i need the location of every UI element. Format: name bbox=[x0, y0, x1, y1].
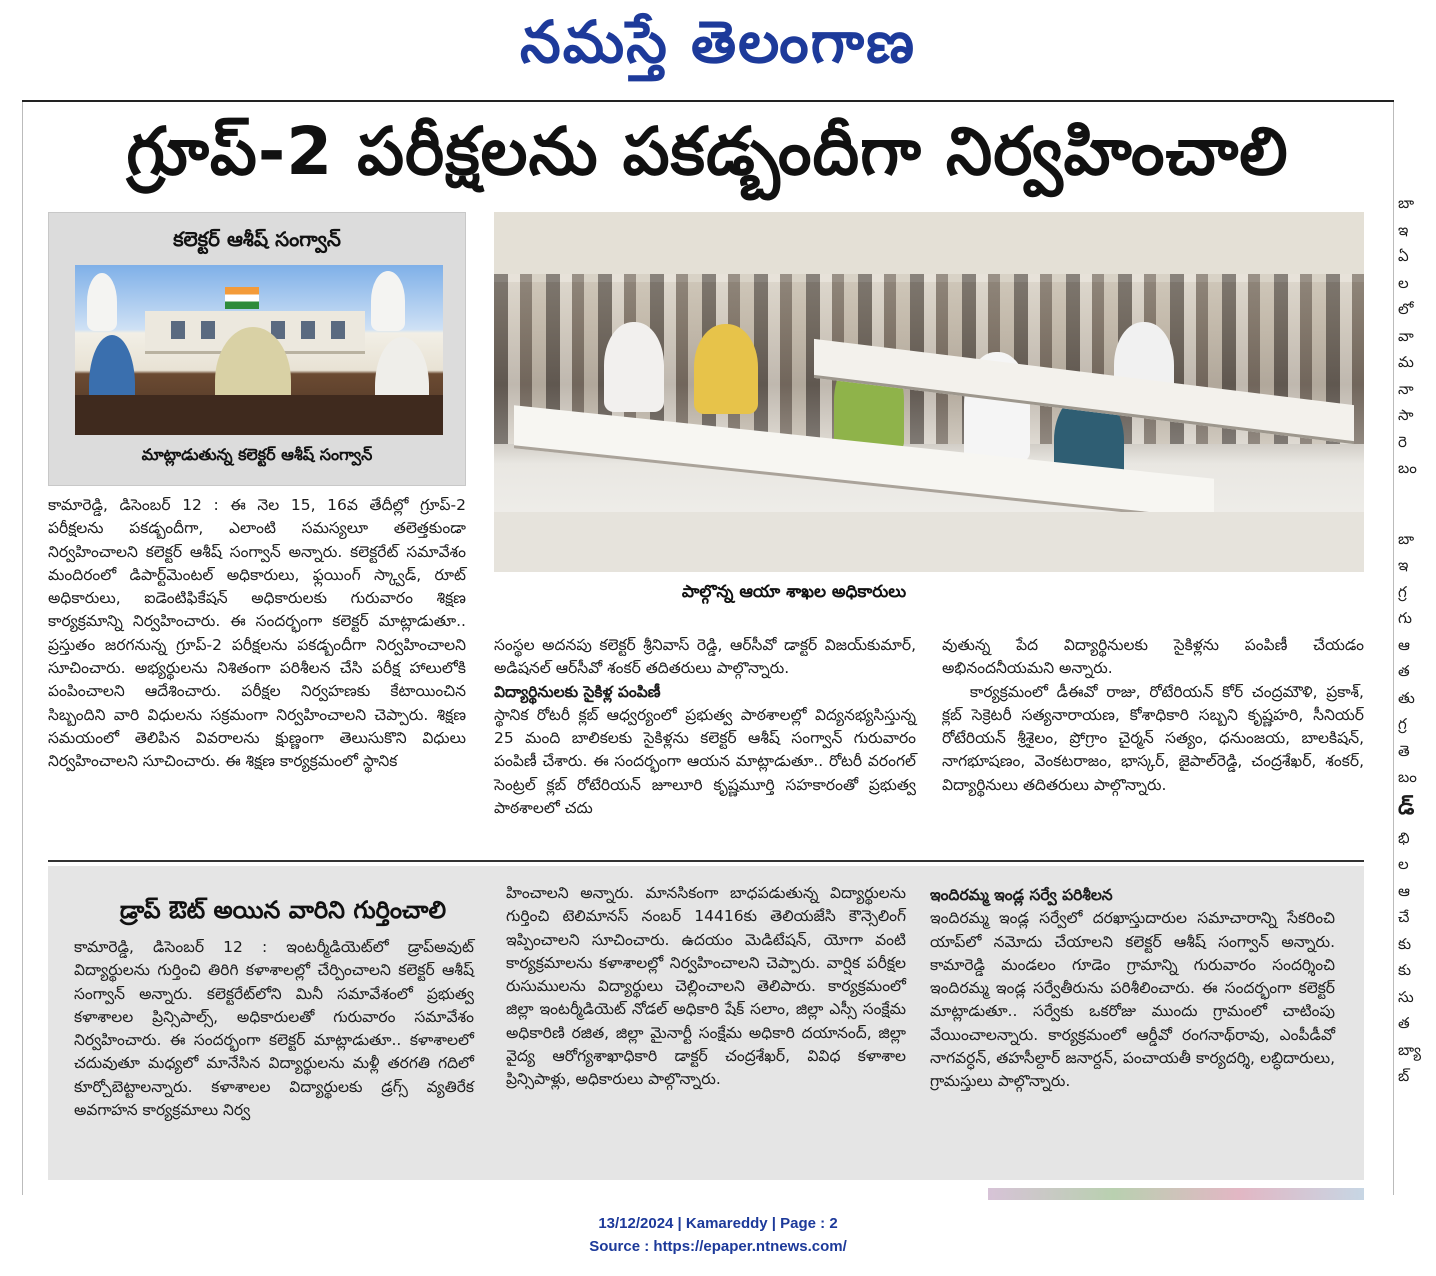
survey-subhead: ఇందిరమ్మ ఇండ్ల సర్వే పరిశీలన bbox=[930, 886, 1113, 904]
article-column-3 bbox=[942, 634, 1364, 797]
next-photo-edge bbox=[988, 1188, 1364, 1200]
section-rule bbox=[48, 860, 1364, 862]
collector-photo-box bbox=[48, 212, 466, 486]
article-column-1: కామారెడ్డి, డిసెంబర్‌ 12 : ఈ నెల 15, 16వ తేదీల్లో గ్రూప్‌-2 పరీక్షలను పకడ్బందీగా, ఎలాంటి సమస్యలూ తలెత్తకుండా నిర్వహించాలని కలెక్టర్‌ ఆశీష్‌ సంగ్వాన్‌ అన్నారు. కలెక్టరేట్‌ సమావేశం మందిరంలో డిపార్ట్‌మెంటల్‌ అధికారులు, ఫ్లయింగ్‌ స్క్వాడ్‌, రూట్‌ అధికారులు, ఐడెంటిఫికేషన్‌ అధికారులకు గురువారం శిక్షణ కార్యక్రమాన్ని నిర్వహించారు. ఈ సందర్భంగా కలెక్టర్‌ మాట్లాడుతూ.. ప్రస్తుతం జరగనున్న గ్రూప్‌-2 పరీక్షలను పకడ్బందీగా నిర్వహించాలని సూచించారు. అభ్యర్థులను నిశితంగా పరిశీలన చేసి పరీక్ష హాలులోకి పంపించాలని ఆదేశించారు. పరీక్షల నిర్వహణకు కేటాయించిన సిబ్బందిని వారి విధులను సక్రమంగా నిర్వహించాలని చెప్పారు. శిక్షణ సమయంలో తెలిపిన వివరాలను క్షుణ్ణంగా తెలుసుకొని విధులు నిర్వహించాలని సూచించారు. ఈ శిక్షణ కార్యక్రమంలో స్థానిక bbox=[48, 496, 466, 771]
survey-body: ఇందిరమ్మ ఇండ్ల సర్వేలో దరఖాస్తుదారుల సమాచారాన్ని సేకరించి యాప్‌లో నమోదు చేయాలని కలెక్టర్‌ ఆశీష్‌ సంగ్వాన్‌ అన్నారు. కామారెడ్డి మండలం గూడెం గ్రామాన్ని గురువారం సందర్శించి ఇందిరమ్మ ఇండ్ల సర్వేతీరును పరిశీలించారు. ఈ సందర్భంగా కలెక్టర్‌ మాట్లాడుతూ.. సర్వేకు ఒకరోజు ముందు గ్రామంలో చాటింపు వేయించాలన్నారు. కార్యక్రమంలో ఆర్డీవో రంగనాథ్‌రావు, ఎంపీడీవో నాగవర్ధన్‌, తహసీల్దార్‌ జనార్దన్‌, పంచాయతీ కార్యదర్శి, లబ్ధిదారులు, గ్రామస్తులు పాల్గొన్నారు. bbox=[930, 909, 1335, 1091]
footer-date-line: 13/12/2024 | Kamareddy | Page : 2 bbox=[598, 1215, 838, 1232]
article-column-2-intro: సంస్థల అదనపు కలెక్టర్‌ శ్రీనివాస్‌ రెడ్డి, ఆర్‌సీవో డాక్టర్‌ విజయ్‌కుమార్‌, అడిషనల్‌ ఆర్‌సీవో శంకర్‌ తదితరులు పాల్గొన్నారు. bbox=[494, 636, 916, 678]
right-column-rule bbox=[1393, 102, 1394, 1195]
masthead-logo: నమస్తే తెలంగాణ bbox=[520, 8, 916, 76]
flag-icon bbox=[225, 287, 259, 309]
cycles-subhead: విద్యార్థినులకు సైకిళ్ల పంపిణీ bbox=[494, 682, 661, 701]
adjacent-article-strip: బా ఇ ఏ ల లో వా మ నా సా రె బం బా ఇ గ్ర గు ఆ త తు గ్ర తె బం డ్ భి ల ఆ చే కు కు సు త బ్యా బ్ bbox=[1398, 194, 1421, 1085]
dropout-headline: డ్రాప్‌ ఔట్‌ అయిన వారిని గుర్తించాలి bbox=[119, 896, 447, 924]
top-rule bbox=[22, 100, 1394, 102]
dropout-column-2: హించాలని అన్నారు. మానసికంగా బాధపడుతున్న విద్యార్థులను గుర్తించి టెలిమానస్‌ నంబర్‌ 14416కు తెలియజేసి కౌన్సెలింగ్‌ ఇప్పించాలని సూచించారు. ఉదయం మెడిటేషన్‌, యోగా వంటి కార్యక్రమాలను కళాశాలల్లో నిర్వహించాలని చెప్పారు. వార్షిక పరీక్షల రుసుములను విద్యార్థులు చెల్లించాలని తెలిపారు. కార్యక్రమంలో జిల్లా ఇంటర్మీడియెట్‌ నోడల్‌ అధికారి షేక్‌ సలాం, జిల్లా ఎస్సీ సంక్షేమ అధికారిణి రజిత, జిల్లా మైనార్టీ సంక్షేమ అధికారి దయానంద్‌, జిల్లా వైద్య ఆరోగ్యశాఖాధికారి డాక్టర్‌ చంద్రశేఖర్‌, వివిధ కళాశాల ప్రిన్సిపాళ్లు, అధికారులు పాల్గొన్నారు. bbox=[506, 884, 906, 1089]
meeting-photo bbox=[494, 212, 1364, 572]
headline: గ్రూప్‌-2 పరీక్షలను పకడ్బందీగా నిర్వహించాలి bbox=[126, 113, 1289, 190]
dropout-column-1: కామారెడ్డి, డిసెంబర్‌ 12 : ఇంటర్మీడియెట్‌లో డ్రాప్‌అవుట్‌ విద్యార్థులను గుర్తించి తిరిగి కళాశాలల్లో చేర్పించాలని కలెక్టర్‌ ఆశీష్‌ సంగ్వాన్‌ అన్నారు. కలెక్టరేట్‌లోని మినీ సమావేశంలో ప్రభుత్వ కళాశాలల ప్రిన్సిపాల్స్‌, అధికారులతో గురువారం సమావేశం నిర్వహించారు. ఈ సందర్భంగా కలెక్టర్‌ మాట్లాడుతూ.. కళాశాలలో చదువుతూ మధ్యలో మానేసిన విద్యార్థులను మళ్లీ తరగతి గదిలో కూర్చోబెట్టాలన్నారు. కళాశాలల విద్యార్థులకు డ్రగ్స్‌ వ్యతిరేక అవగాహన కార్యక్రమాలు నిర్వ bbox=[74, 938, 474, 1120]
footer-source-link[interactable]: Source : https://epaper.ntnews.com/ bbox=[589, 1238, 847, 1255]
article-column-2 bbox=[494, 634, 916, 820]
article-column-3-intro: వుతున్న పేద విద్యార్థినులకు సైకిళ్లను పంపిణీ చేయడం అభినందనీయమని అన్నారు. bbox=[942, 636, 1364, 678]
page-footer bbox=[0, 1212, 1436, 1258]
article-column-3-body: కార్యక్రమంలో డీఈవో రాజు, రోటేరియన్‌ కోర్‌ చంద్రమౌళి, ప్రకాశ్‌, క్లబ్‌ సెక్రెటరీ సత్యనారాయణ, కోశాధికారి సబ్బని కృష్ణహరి, సీనియర్‌ రోటేరియన్‌ శ్రీశైలం, ప్రోగ్రాం చైర్మన్‌ సత్యం, ధనుంజయ, బాలకిషన్‌, నాగభూషణం, వెంకటరాజం, భాస్కర్‌, జైపాల్‌రెడ్డి, చంద్రశేఖర్‌, శంకర్‌, విద్యార్థినులు తదితరులు పాల్గొన్నారు. bbox=[942, 682, 1364, 794]
photo-box-title: కలెక్టర్‌ ఆశీష్‌ సంగ్వాన్‌ bbox=[173, 227, 341, 251]
article-column-2-body: స్థానిక రోటరీ క్లబ్‌ ఆధ్వర్యంలో ప్రభుత్వ పాఠశాలల్లో విద్యనభ్యసిస్తున్న 25 మంది బాలికలకు సైకిళ్లను కలెక్టర్‌ ఆశీష్‌ సంగ్వాన్‌ గురువారం పంపిణీ చేశారు. ఈ సందర్భంగా ఆయన మాట్లాడుతూ.. రోటరీ వరంగల్‌ సెంట్రల్‌ క్లబ్‌ రోటేరియన్‌ జూలూరి కృష్ణమూర్తి సహకారంతో ప్రభుత్వ పాఠశాలలో చదు bbox=[494, 705, 916, 818]
left-column-rule bbox=[22, 102, 23, 1195]
photo-box-caption: మాట్లాడుతున్న కలెక్టర్‌ ఆశీష్‌ సంగ్వాన్‌ bbox=[141, 445, 373, 464]
meeting-photo-caption: పాల్గొన్న ఆయా శాఖల అధికారులు bbox=[681, 582, 907, 602]
collector-photo bbox=[75, 265, 443, 435]
dropout-column-3 bbox=[930, 884, 1335, 1094]
